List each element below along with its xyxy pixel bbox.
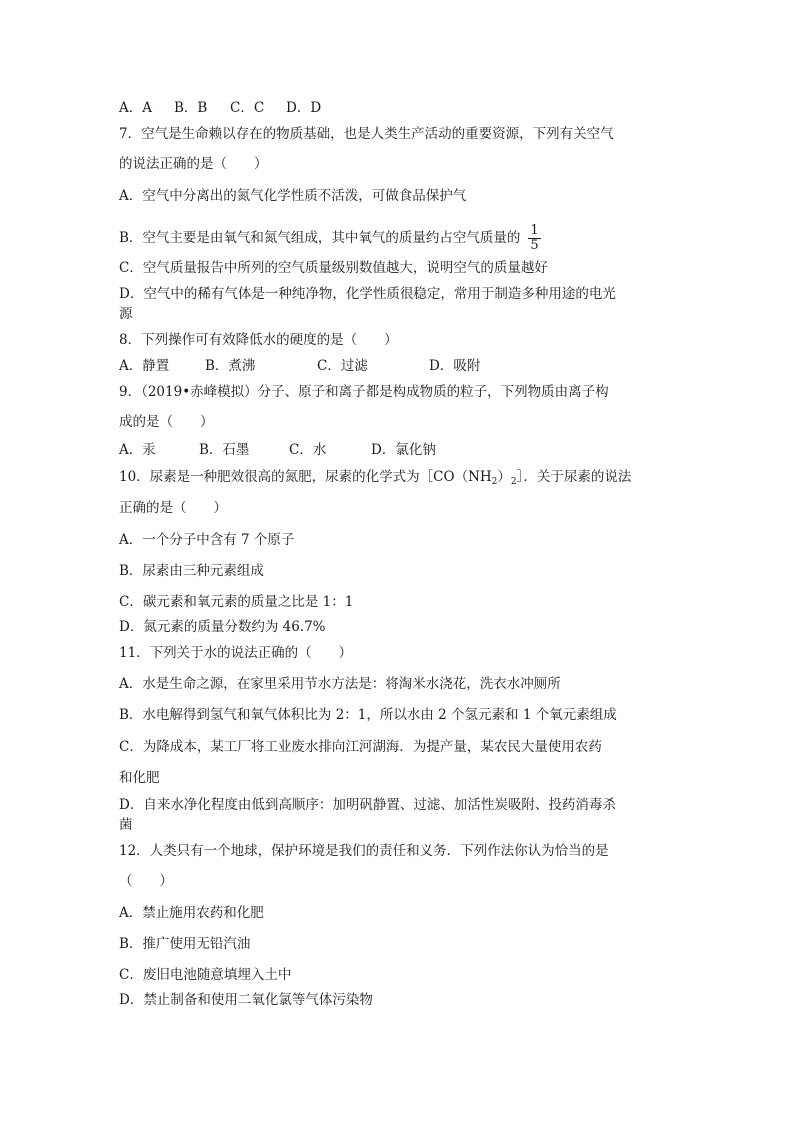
q12-option-b: B．推广使用无铅汽油 bbox=[119, 936, 251, 952]
q6-option-c: C．C bbox=[230, 100, 265, 116]
q11-option-c-line1: C．为降成本，某工厂将工业废水排向江河湖海．为提产量，某农民大量使用农药 bbox=[119, 739, 602, 755]
q11-stem: 11．下列关于水的说法正确的（ ） bbox=[119, 645, 353, 661]
q12-stem-line2: （ ） bbox=[119, 873, 173, 889]
q6-options bbox=[119, 99, 321, 117]
q7-option-c: C．空气质量报告中所列的空气质量级别数值越大，说明空气的质量越好 bbox=[119, 260, 548, 276]
q10-option-a: A．一个分子中含有 7 个原子 bbox=[119, 532, 295, 548]
q12-stem-line1: 12．人类只有一个地球，保护环境是我们的责任和义务．下列作法你认为恰当的是 bbox=[119, 843, 609, 859]
q7-option-d-line1: D．空气中的稀有气体是一种纯净物，化学性质很稳定，常用于制造多种用途的电光 bbox=[119, 286, 616, 302]
q11-option-a: A．水是生命之源，在家里采用节水方法是：将淘米水浇花，洗衣水冲厕所 bbox=[119, 676, 561, 692]
q10-stem-pre: 10．尿素是一种肥效很高的氮肥，尿素的化学式为［CO（NH bbox=[119, 469, 492, 485]
q9-stem-line2: 成的是（ ） bbox=[119, 414, 214, 430]
q8-option-a: A．静置 bbox=[119, 358, 170, 374]
fraction-denominator: 5 bbox=[530, 238, 539, 253]
q10-option-c: C．碳元素和氧元素的质量之比是 1：1 bbox=[119, 594, 354, 610]
q9-stem-line1: 9．（2019•赤峰模拟）分子、原子和离子都是构成物质的粒子，下列物质由离子构 bbox=[119, 384, 609, 400]
q7-stem-line1: 7．空气是生命赖以存在的物质基础，也是人类生产活动的重要资源，下列有关空气 bbox=[119, 126, 614, 142]
q8-options bbox=[119, 357, 480, 375]
q10-stem-line2: 正确的是（ ） bbox=[119, 500, 227, 516]
q8-option-c: C．过滤 bbox=[317, 358, 368, 374]
q9-option-d: D．氯化钠 bbox=[371, 442, 436, 458]
q7-option-b bbox=[119, 224, 541, 253]
q8-stem: 8．下列操作可有效降低水的硬度的是（ ） bbox=[119, 332, 398, 348]
q11-option-b: B．水电解得到氢气和氧气体积比为 2：1，所以水由 2 个氢元素和 1 个氧元素组成 bbox=[119, 707, 617, 723]
q8-option-d: D．吸附 bbox=[429, 358, 481, 374]
q6-option-b: B．B bbox=[174, 100, 208, 116]
q11-option-d-line1: D．自来水净化程度由低到高顺序：加明矾静置、过滤、加活性炭吸附、投药消毒杀 bbox=[119, 797, 616, 813]
q12-option-d: D．禁止制备和使用二氧化氯等气体污染物 bbox=[119, 992, 373, 1008]
q7-stem-line2: 的说法正确的是（ ） bbox=[119, 156, 268, 172]
q10-option-b: B．尿素由三种元素组成 bbox=[119, 563, 264, 579]
q11-option-c-line2: 和化肥 bbox=[119, 770, 160, 786]
q6-option-d: D．D bbox=[286, 100, 322, 116]
q10-option-d: D．氮元素的质量分数约为 46.7% bbox=[119, 619, 326, 635]
q10-stem-line1 bbox=[119, 468, 631, 486]
q10-stem-mid: ） bbox=[497, 469, 511, 485]
fraction-one-fifth bbox=[528, 224, 540, 253]
q12-option-a: A．禁止施用农药和化肥 bbox=[119, 905, 264, 921]
q10-stem-post: ］．关于尿素的说法 bbox=[516, 469, 632, 485]
q9-option-a: A．汞 bbox=[119, 442, 156, 458]
q9-option-c: C．水 bbox=[289, 442, 327, 458]
q6-option-a: A．A bbox=[119, 100, 152, 116]
q10-subscript-1: 2 bbox=[491, 477, 498, 487]
q12-option-c: C．废旧电池随意填埋入土中 bbox=[119, 967, 292, 983]
q10-subscript-2: 2 bbox=[510, 477, 517, 487]
q7-option-d-line2: 源 bbox=[119, 306, 133, 322]
fraction-numerator: 1 bbox=[530, 223, 539, 238]
q7-option-a: A．空气中分离出的氮气化学性质不活泼，可做食品保护气 bbox=[119, 188, 467, 204]
q8-option-b: B．煮沸 bbox=[205, 358, 256, 374]
q7-option-b-text: B．空气主要是由氧气和氮气组成，其中氧气的质量约占空气质量的 bbox=[119, 230, 521, 246]
q11-option-d-line2: 菌 bbox=[119, 817, 133, 833]
q9-options bbox=[119, 441, 436, 459]
q9-option-b: B．石墨 bbox=[199, 442, 250, 458]
